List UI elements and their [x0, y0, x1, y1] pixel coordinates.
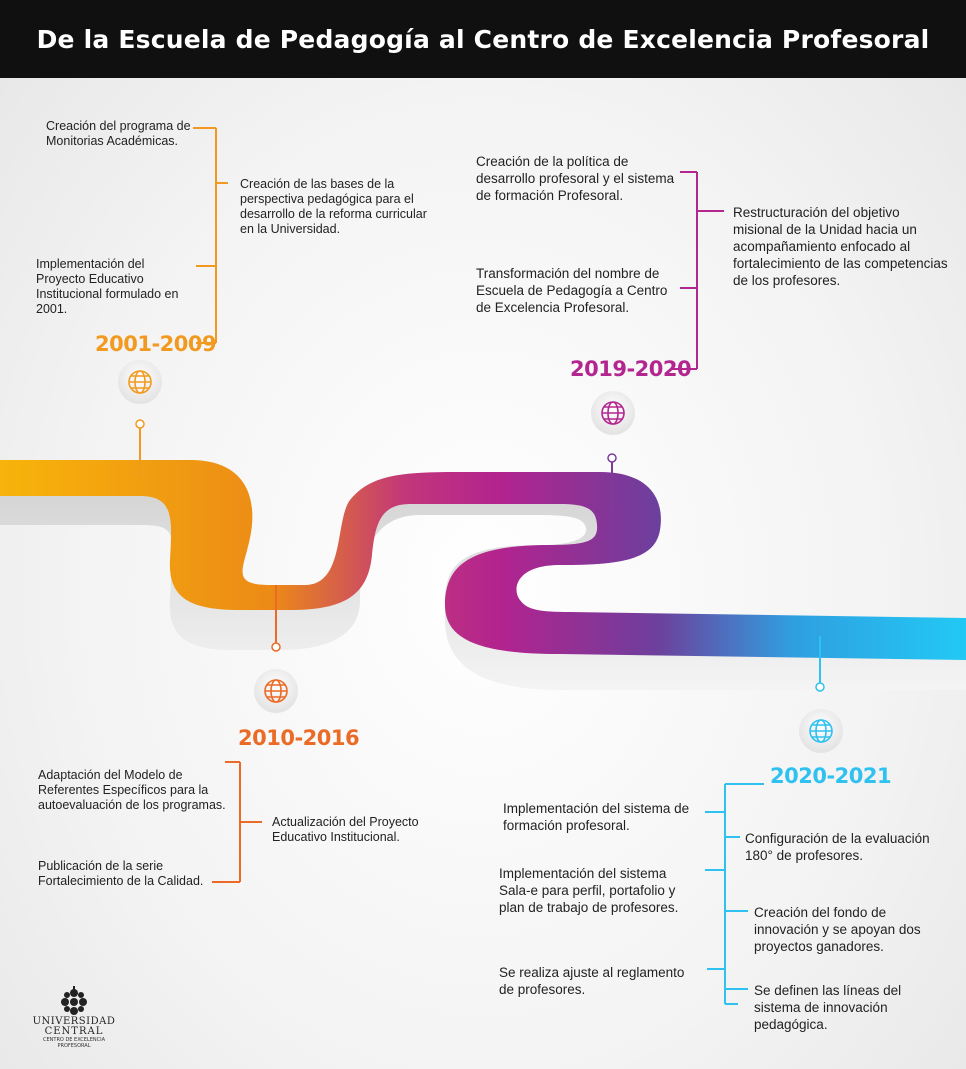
logo-line4: PROFESORAL — [57, 1043, 91, 1049]
year-2001-2009: 2001-2009 — [95, 332, 217, 356]
event-text: Implementación del sistema de formación profesoral. — [503, 801, 690, 833]
year-2020-2021: 2020-2021 — [770, 764, 892, 788]
event-text: Se realiza ajuste al reglamento de profesores. — [499, 965, 685, 997]
university-logo-icon — [61, 986, 87, 1015]
bracket-2020 — [705, 784, 764, 1004]
logo-line2: CENTRAL — [44, 1026, 104, 1037]
page-title: De la Escuela de Pedagogía al Centro de Excelencia Profesoral — [36, 24, 930, 54]
event-text: Configuración de la evaluación 180° de profesores. — [745, 831, 930, 863]
event-text: Creación del fondo de innovación y se apoyan dos proyectos ganadores. — [754, 905, 921, 954]
event-text: Implementación del Proyecto Educativo Institucional formulado en 2001. — [36, 257, 179, 316]
event-text: Implementación del sistema Sala-e para perfil, portafolio y plan de trabajo de profesores. — [499, 866, 679, 915]
event-text: Publicación de la serie Fortalecimiento de la Calidad. — [38, 859, 204, 888]
globe-icon — [591, 391, 635, 435]
logo-line3: CENTRO DE EXCELENCIA — [43, 1037, 105, 1043]
globe-icon — [254, 669, 298, 713]
logo-line1: UNIVERSIDAD — [32, 1016, 116, 1027]
event-text: Creación del programa de Monitorias Académicas. — [46, 119, 191, 148]
year-2010-2016: 2010-2016 — [238, 726, 360, 750]
university-logo — [26, 1016, 122, 1049]
event-text: Restructuración del objetivo misional de la Unidad hacia un acompañamiento enfocado al fortalecimiento de las competencias de los profesores. — [733, 205, 948, 288]
globe-icon — [799, 709, 843, 753]
event-text: Se definen las líneas del sistema de innovación pedagógica. — [754, 983, 902, 1032]
year-2019-2020: 2019-2020 — [570, 357, 692, 381]
bracket-2001 — [193, 128, 228, 343]
event-text: Adaptación del Modelo de Referentes Específicos para la autoevaluación de los programas. — [38, 768, 226, 812]
event-text: Actualización del Proyecto Educativo Institucional. — [272, 815, 419, 844]
road-ribbon — [0, 460, 966, 660]
event-text: Creación de las bases de la perspectiva pedagógica para el desarrollo de la reforma curricular en la Universidad. — [240, 177, 427, 236]
globe-icon — [118, 360, 162, 404]
event-text: Creación de la política de desarrollo profesoral y el sistema de formación Profesoral. — [476, 154, 675, 203]
event-text: Transformación del nombre de Escuela de Pedagogía a Centro de Excelencia Profesoral. — [476, 266, 668, 315]
